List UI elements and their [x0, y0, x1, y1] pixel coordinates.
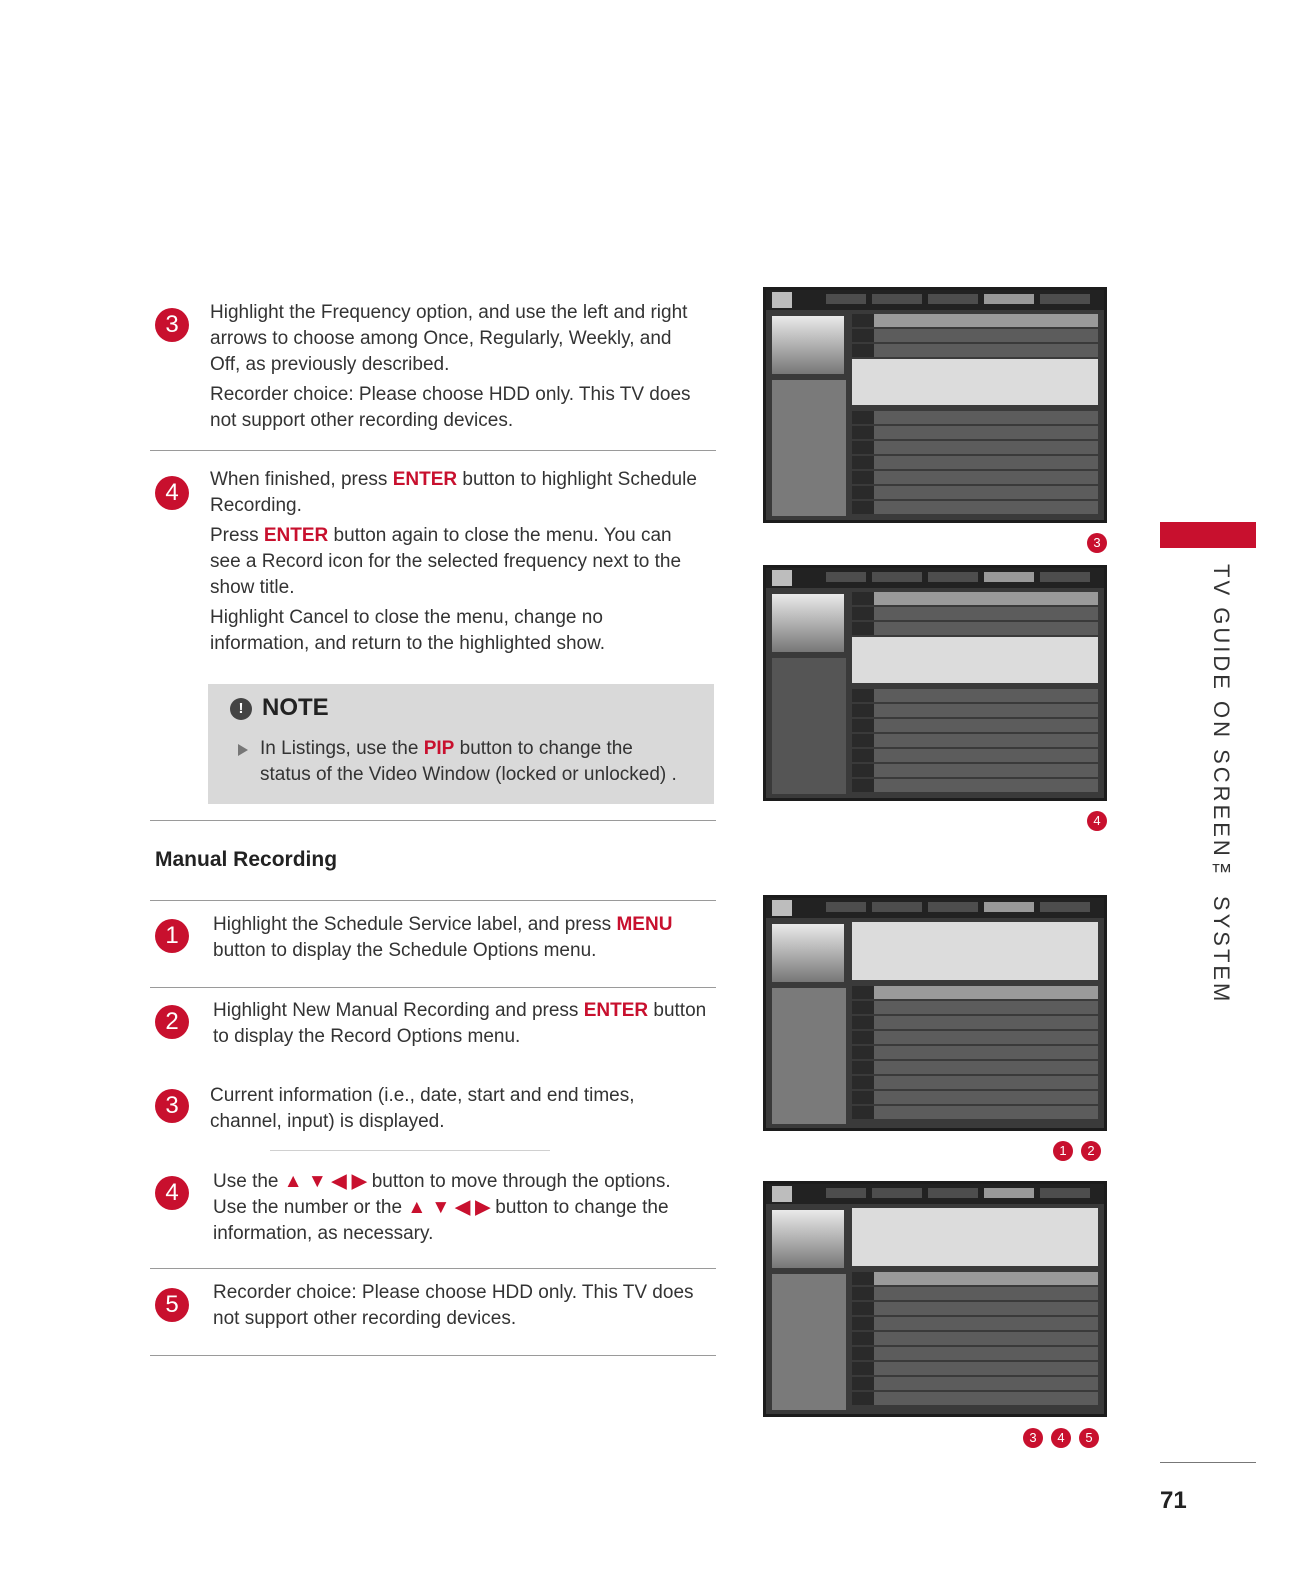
section-title: Manual Recording [155, 848, 338, 871]
info-icon: ! [230, 698, 252, 720]
chapter-title: TV GUIDE ON SCREEN™ SYSTEM [1209, 564, 1234, 1005]
divider [150, 987, 716, 988]
divider [1160, 1462, 1256, 1463]
step-paragraph: Highlight the Frequency option, and use the left and right arrows to choose among Once, Regularly, Weekly, and Off, as previously described. [210, 302, 688, 375]
manual-step-3-text: Current information (i.e., date, start and end times, channel, input) is displayed. [210, 1085, 635, 1132]
manual-step-4-text: Use the ▲ ▼ ◀ ▶ button to move through the options. Use the number or the ▲ ▼ ◀ ▶ button to change the information, as necessary. [213, 1171, 671, 1244]
figure-label: 4 [1087, 811, 1107, 831]
manual-step-5-text: Recorder choice: Please choose HDD only. This TV does not support other recording devices. [213, 1282, 694, 1329]
figure-label: 3 [1087, 533, 1107, 553]
divider [150, 1355, 716, 1356]
step-4-text [210, 467, 705, 657]
note-title: NOTE [262, 694, 329, 721]
figure-label: 5 [1079, 1428, 1099, 1448]
screenshot-record-options-manual [763, 1181, 1107, 1417]
divider [150, 450, 716, 451]
bullet-arrow-icon [238, 744, 248, 756]
figure-label: 3 [1023, 1428, 1043, 1448]
divider [270, 1150, 550, 1151]
step-number: 3 [155, 1089, 189, 1123]
step-paragraph: Highlight Cancel to close the menu, change no information, and return to the highlighted show. [210, 607, 606, 654]
figure-label: 4 [1051, 1428, 1071, 1448]
figure-label: 1 [1053, 1141, 1073, 1161]
note-text: In Listings, use the PIP button to change the status of the Video Window (locked or unlocked) . [260, 738, 677, 785]
step-paragraph: When finished, press ENTER button to highlight Schedule Recording. [210, 469, 697, 516]
divider [150, 1268, 716, 1269]
step-number: 4 [155, 476, 189, 510]
step-paragraph: Recorder choice: Please choose HDD only. This TV does not support other recording devices. [210, 384, 691, 431]
screenshot-schedule-options [763, 895, 1107, 1131]
step-number: 1 [155, 919, 189, 953]
step-3-text [210, 300, 705, 434]
figure-label: 2 [1081, 1141, 1101, 1161]
step-number: 2 [155, 1005, 189, 1039]
step-paragraph: Press ENTER button again to close the menu. You can see a Record icon for the selected frequency next to the show title. [210, 525, 682, 598]
chapter-tab [1160, 522, 1256, 548]
note-box [208, 684, 714, 804]
screenshot-listings-record-options [763, 287, 1107, 523]
manual-step-2-text: Highlight New Manual Recording and press ENTER button to display the Record Options menu. [213, 1000, 707, 1047]
page-number: 71 [1160, 1487, 1187, 1514]
manual-step-1-text: Highlight the Schedule Service label, and press MENU button to display the Schedule Options menu. [213, 914, 673, 961]
step-number: 3 [155, 308, 189, 342]
step-number: 5 [155, 1288, 189, 1322]
divider [150, 820, 716, 821]
screenshot-listings-record-icon [763, 565, 1107, 801]
step-number: 4 [155, 1176, 189, 1210]
divider [150, 900, 716, 901]
